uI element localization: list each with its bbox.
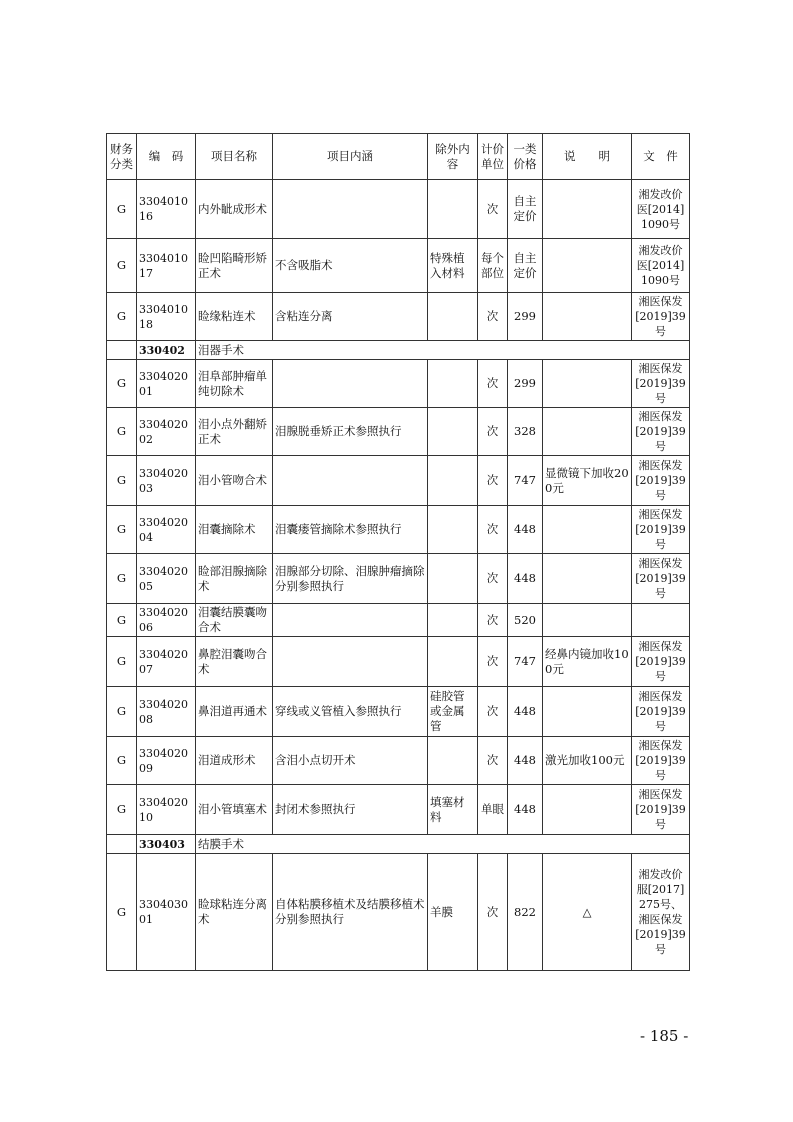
row-excluded [428, 737, 478, 785]
row-unit: 每个部位 [478, 239, 508, 293]
row-note [543, 180, 632, 239]
row-unit: 次 [478, 604, 508, 637]
row-name: 睑球粘连分离术 [196, 854, 273, 971]
row-name: 睑凹陷畸形矫正术 [196, 239, 273, 293]
row-price: 328 [508, 408, 543, 456]
row-category: G [107, 239, 137, 293]
row-code: 330402007 [137, 637, 196, 687]
row-unit: 次 [478, 854, 508, 971]
section-code: 330403 [137, 835, 196, 854]
table-row [107, 360, 690, 408]
row-unit: 次 [478, 456, 508, 506]
row-code: 330402008 [137, 687, 196, 737]
row-category: G [107, 180, 137, 239]
row-content: 泪腺脱垂矫正术参照执行 [273, 408, 428, 456]
row-category: G [107, 687, 137, 737]
section-empty-cell [107, 341, 137, 360]
row-unit: 次 [478, 408, 508, 456]
row-content: 自体粘膜移植术及结膜移植术分别参照执行 [273, 854, 428, 971]
row-name: 睑缘粘连术 [196, 293, 273, 341]
row-file: 湘医保发[2019]39号 [632, 554, 690, 604]
row-code: 330402005 [137, 554, 196, 604]
section-code: 330402 [137, 341, 196, 360]
row-excluded [428, 360, 478, 408]
row-note [543, 293, 632, 341]
row-note: 经鼻内镜加收100元 [543, 637, 632, 687]
row-code: 330402009 [137, 737, 196, 785]
table-row [107, 180, 690, 239]
row-category: G [107, 637, 137, 687]
section-empty-cell [107, 835, 137, 854]
table-row [107, 239, 690, 293]
table-row [107, 737, 690, 785]
row-unit: 次 [478, 554, 508, 604]
row-category: G [107, 456, 137, 506]
row-content: 封闭术参照执行 [273, 785, 428, 835]
row-content [273, 456, 428, 506]
row-file: 湘医保发[2019]39号 [632, 293, 690, 341]
row-file [632, 604, 690, 637]
table-row [107, 506, 690, 554]
header-name: 项目名称 [196, 134, 273, 180]
row-category: G [107, 785, 137, 835]
row-category: G [107, 293, 137, 341]
row-file: 湘医保发[2019]39号 [632, 785, 690, 835]
row-unit: 次 [478, 293, 508, 341]
row-code: 330402010 [137, 785, 196, 835]
row-file: 湘医保发[2019]39号 [632, 637, 690, 687]
table-row [107, 554, 690, 604]
row-category: G [107, 506, 137, 554]
table-body [107, 180, 690, 971]
row-file: 湘发改价服[2017]275号、湘医保发[2019]39号 [632, 854, 690, 971]
header-price: 一类价格 [508, 134, 543, 180]
row-file: 湘医保发[2019]39号 [632, 687, 690, 737]
row-note [543, 604, 632, 637]
section-name: 泪器手术 [196, 341, 690, 360]
row-unit: 次 [478, 737, 508, 785]
row-code: 330401016 [137, 180, 196, 239]
table-row [107, 456, 690, 506]
row-content [273, 637, 428, 687]
row-file: 湘医保发[2019]39号 [632, 360, 690, 408]
row-name: 鼻腔泪囊吻合术 [196, 637, 273, 687]
pricing-table [106, 133, 690, 971]
row-name: 内外眦成形术 [196, 180, 273, 239]
row-excluded: 特殊植入材料 [428, 239, 478, 293]
row-name: 泪小点外翻矫正术 [196, 408, 273, 456]
row-unit: 次 [478, 687, 508, 737]
row-excluded [428, 506, 478, 554]
row-excluded [428, 637, 478, 687]
header-code: 编 码 [137, 134, 196, 180]
row-content [273, 180, 428, 239]
row-price: 747 [508, 456, 543, 506]
row-code: 330402001 [137, 360, 196, 408]
row-price: 448 [508, 687, 543, 737]
section-row [107, 835, 690, 854]
row-price: 822 [508, 854, 543, 971]
row-price: 448 [508, 785, 543, 835]
row-category: G [107, 854, 137, 971]
row-price: 448 [508, 554, 543, 604]
row-note: 激光加收100元 [543, 737, 632, 785]
row-unit: 单眼 [478, 785, 508, 835]
row-excluded [428, 456, 478, 506]
table-row [107, 293, 690, 341]
row-price: 448 [508, 737, 543, 785]
row-unit: 次 [478, 506, 508, 554]
row-code: 330403001 [137, 854, 196, 971]
row-file: 湘医保发[2019]39号 [632, 506, 690, 554]
row-category: G [107, 360, 137, 408]
row-content [273, 360, 428, 408]
header-unit: 计价单位 [478, 134, 508, 180]
row-file: 湘医保发[2019]39号 [632, 737, 690, 785]
row-name: 鼻泪道再通术 [196, 687, 273, 737]
row-file: 湘发改价医[2014]1090号 [632, 180, 690, 239]
table-row [107, 854, 690, 971]
row-note [543, 687, 632, 737]
row-note [543, 785, 632, 835]
table-row [107, 687, 690, 737]
row-category: G [107, 604, 137, 637]
header-note: 说 明 [543, 134, 632, 180]
header-excluded: 除外内容 [428, 134, 478, 180]
row-name: 睑部泪腺摘除术 [196, 554, 273, 604]
row-price: 747 [508, 637, 543, 687]
row-excluded [428, 554, 478, 604]
row-content: 不含吸脂术 [273, 239, 428, 293]
row-excluded [428, 180, 478, 239]
row-file: 湘医保发[2019]39号 [632, 456, 690, 506]
row-price: 自主定价 [508, 180, 543, 239]
row-content: 穿线或义管植入参照执行 [273, 687, 428, 737]
section-row [107, 341, 690, 360]
row-content: 泪囊瘘管摘除术参照执行 [273, 506, 428, 554]
row-note [543, 554, 632, 604]
section-name: 结膜手术 [196, 835, 690, 854]
row-name: 泪小管吻合术 [196, 456, 273, 506]
row-file: 湘发改价医[2014]1090号 [632, 239, 690, 293]
row-unit: 次 [478, 360, 508, 408]
row-content: 含泪小点切开术 [273, 737, 428, 785]
row-excluded: 硅胶管或金属管 [428, 687, 478, 737]
row-name: 泪阜部肿瘤单纯切除术 [196, 360, 273, 408]
row-excluded: 填塞材料 [428, 785, 478, 835]
row-excluded [428, 604, 478, 637]
row-price: 448 [508, 506, 543, 554]
row-price: 自主定价 [508, 239, 543, 293]
header-file: 文 件 [632, 134, 690, 180]
row-code: 330401017 [137, 239, 196, 293]
row-content: 含粘连分离 [273, 293, 428, 341]
row-name: 泪囊摘除术 [196, 506, 273, 554]
row-code: 330401018 [137, 293, 196, 341]
row-price: 520 [508, 604, 543, 637]
table-row [107, 637, 690, 687]
row-name: 泪囊结膜囊吻合术 [196, 604, 273, 637]
table-row [107, 604, 690, 637]
row-note: 显微镜下加收200元 [543, 456, 632, 506]
header-content: 项目内涵 [273, 134, 428, 180]
row-file: 湘医保发[2019]39号 [632, 408, 690, 456]
row-name: 泪小管填塞术 [196, 785, 273, 835]
row-excluded [428, 293, 478, 341]
row-content [273, 604, 428, 637]
row-price: 299 [508, 360, 543, 408]
row-excluded [428, 408, 478, 456]
row-code: 330402004 [137, 506, 196, 554]
row-code: 330402003 [137, 456, 196, 506]
row-category: G [107, 554, 137, 604]
row-name: 泪道成形术 [196, 737, 273, 785]
table-header-row [107, 134, 690, 180]
row-code: 330402006 [137, 604, 196, 637]
row-note [543, 239, 632, 293]
header-category: 财务分类 [107, 134, 137, 180]
table-row [107, 785, 690, 835]
row-note [543, 360, 632, 408]
row-note [543, 506, 632, 554]
row-code: 330402002 [137, 408, 196, 456]
row-category: G [107, 408, 137, 456]
row-note: △ [543, 854, 632, 971]
row-category: G [107, 737, 137, 785]
table-row [107, 408, 690, 456]
row-excluded: 羊膜 [428, 854, 478, 971]
row-content: 泪腺部分切除、泪腺肿瘤摘除分别参照执行 [273, 554, 428, 604]
row-unit: 次 [478, 180, 508, 239]
row-note [543, 408, 632, 456]
row-unit: 次 [478, 637, 508, 687]
page-number: - 185 - [640, 1027, 689, 1045]
row-price: 299 [508, 293, 543, 341]
